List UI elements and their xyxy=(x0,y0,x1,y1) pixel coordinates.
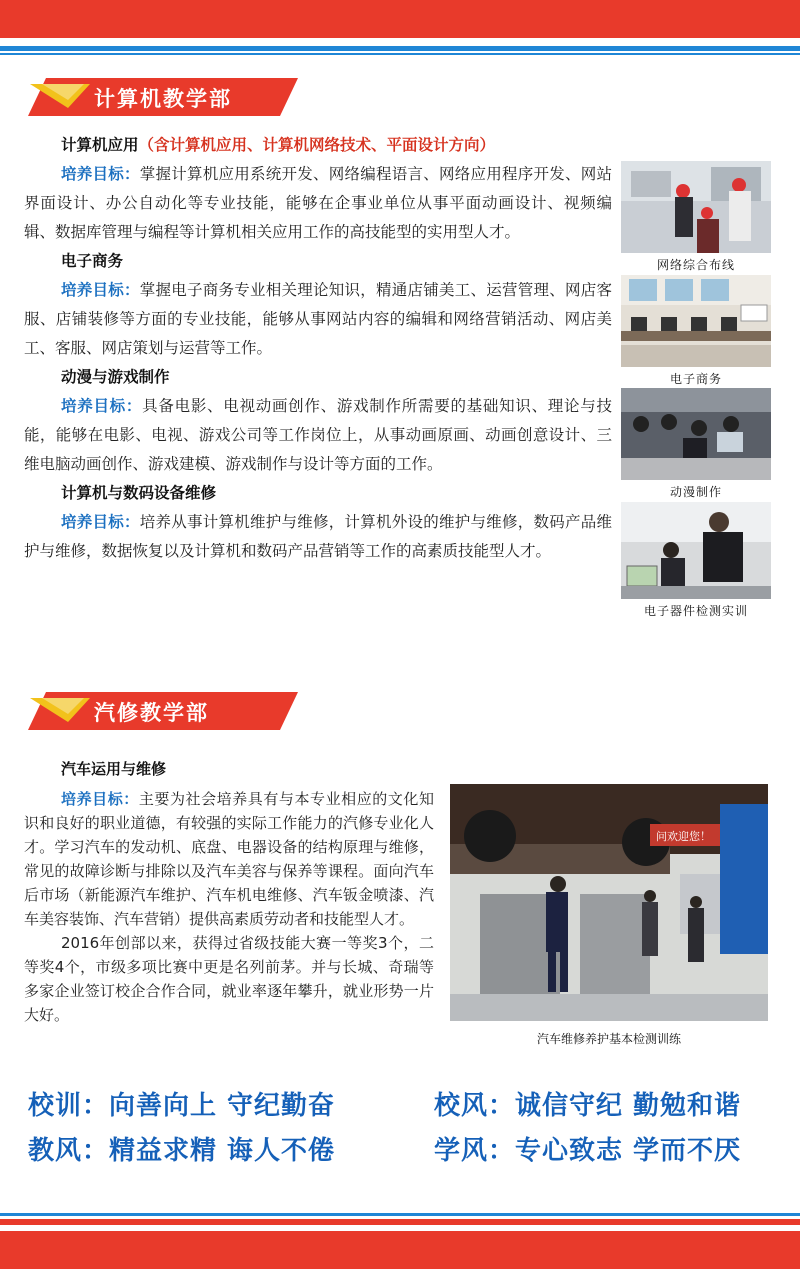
program-goal xyxy=(24,276,612,363)
photo-caption: 网络综合布线 xyxy=(656,258,735,272)
motto-jiaofeng: 教风：精益求精 诲人不倦 xyxy=(28,1136,336,1166)
top-blue-line xyxy=(0,46,800,51)
program-name: 计算机应用 xyxy=(61,136,139,154)
program-heading: 计算机与数码设备维修 xyxy=(61,484,217,502)
bottom-blue-line xyxy=(0,1213,800,1216)
photo-ecommerce xyxy=(621,275,771,367)
motto-xiaofeng: 校风：诚信守纪 勤勉和谐 xyxy=(434,1091,742,1121)
motto-xiaoxun: 校训：向善向上 守纪勤奋 xyxy=(28,1091,336,1121)
photo-animation xyxy=(621,388,771,480)
welcome-sign-text: 问欢迎您！ xyxy=(656,830,711,843)
achievements-text: 2016年创部以来，获得过省级技能大赛一等奖3个，二等奖4个，市级多项比赛中更是名列前茅。并与长城、奇瑞等多家企业签订校企合作合同，就业率逐年攀升，就业形势一片大好。 xyxy=(24,934,434,1024)
goal-text: 培养从事计算机维护与维修，计算机外设的维护与维修，数码产品维护与维修，数据恢复以及计算机和数码产品营销等工作的高素质技能型人才。 xyxy=(24,513,612,560)
section-banner-computer xyxy=(28,78,298,116)
goal-text: 具备电影、电视动画创作、游戏制作所需要的基础知识、理论与技能，能够在电影、电视、游戏公司等工作岗位上，从事动画原画、动画创意设计、三维电脑动画创作、游戏建模、游戏制作与设计等方面的工作。 xyxy=(24,397,612,473)
goal-text: 掌握计算机应用系统开发、网络编程语言、网络应用程序开发、网站界面设计、办公自动化等专业技能，能够在企事业单位从事平面动画设计、视频编辑、数据库管理与编程等计算机相关应用工作的高技能型的实用型人才。 xyxy=(24,165,612,241)
top-blue-line-thin xyxy=(0,53,800,55)
section-banner-auto xyxy=(28,692,298,730)
computer-dept-content xyxy=(24,131,612,566)
goal-label: 培养目标： xyxy=(61,513,140,531)
photo-electronics-test xyxy=(621,502,771,599)
photo-caption: 汽车维修养护基本检测训练 xyxy=(536,1032,681,1046)
program-heading: 动漫与游戏制作 xyxy=(61,368,170,386)
goal-text: 掌握电子商务专业相关理论知识，精通店铺美工、运营管理、网店客服、店铺装修等方面的专业技能，能够从事网站内容的编辑和网络营销活动、网店美工、客服、网店策划与运营等工作。 xyxy=(24,281,612,357)
top-red-bar xyxy=(0,0,800,38)
program-goal xyxy=(24,160,612,247)
bottom-red-line xyxy=(0,1219,800,1225)
program-heading: 汽车运用与维修 xyxy=(61,760,167,778)
goal-label: 培养目标： xyxy=(61,281,140,299)
photo-caption: 电子商务 xyxy=(669,372,722,386)
photo-caption: 电子器件检测实训 xyxy=(643,604,748,618)
section-title: 汽修教学部 xyxy=(94,701,209,725)
goal-text: 主要为社会培养具有与本专业相应的文化知识和良好的职业道德，有较强的实际工作能力的汽修专业化人才。学习汽车的发动机、底盘、电器设备的结构原理与维修，常见的故障诊断与排除以及汽车美容与保养等课程。面向汽车后市场（新能源汽车维护、汽车机电维修、汽车钣金喷漆、汽车美容装饰、汽车营销）提供高素质劳动者和技能型人才。 xyxy=(24,790,434,928)
program-note: （含计算机应用、计算机网络技术、平面设计方向） xyxy=(138,136,496,154)
photo-network-cabling xyxy=(621,161,771,253)
bottom-red-bar xyxy=(0,1231,800,1269)
program-goal xyxy=(24,787,434,931)
goal-label: 培养目标： xyxy=(61,165,140,183)
goal-label: 培养目标： xyxy=(61,397,143,415)
program-heading xyxy=(24,131,612,160)
photo-caption: 动漫制作 xyxy=(669,485,722,499)
program-goal xyxy=(24,392,612,479)
auto-dept-content xyxy=(24,757,434,1027)
section-title: 计算机教学部 xyxy=(94,87,232,111)
photo-car-maintenance xyxy=(450,784,768,1021)
motto-xuefeng: 学风：专心致志 学而不厌 xyxy=(434,1136,742,1166)
program-heading: 电子商务 xyxy=(61,252,124,270)
goal-label: 培养目标： xyxy=(61,790,139,808)
program-goal xyxy=(24,508,612,566)
